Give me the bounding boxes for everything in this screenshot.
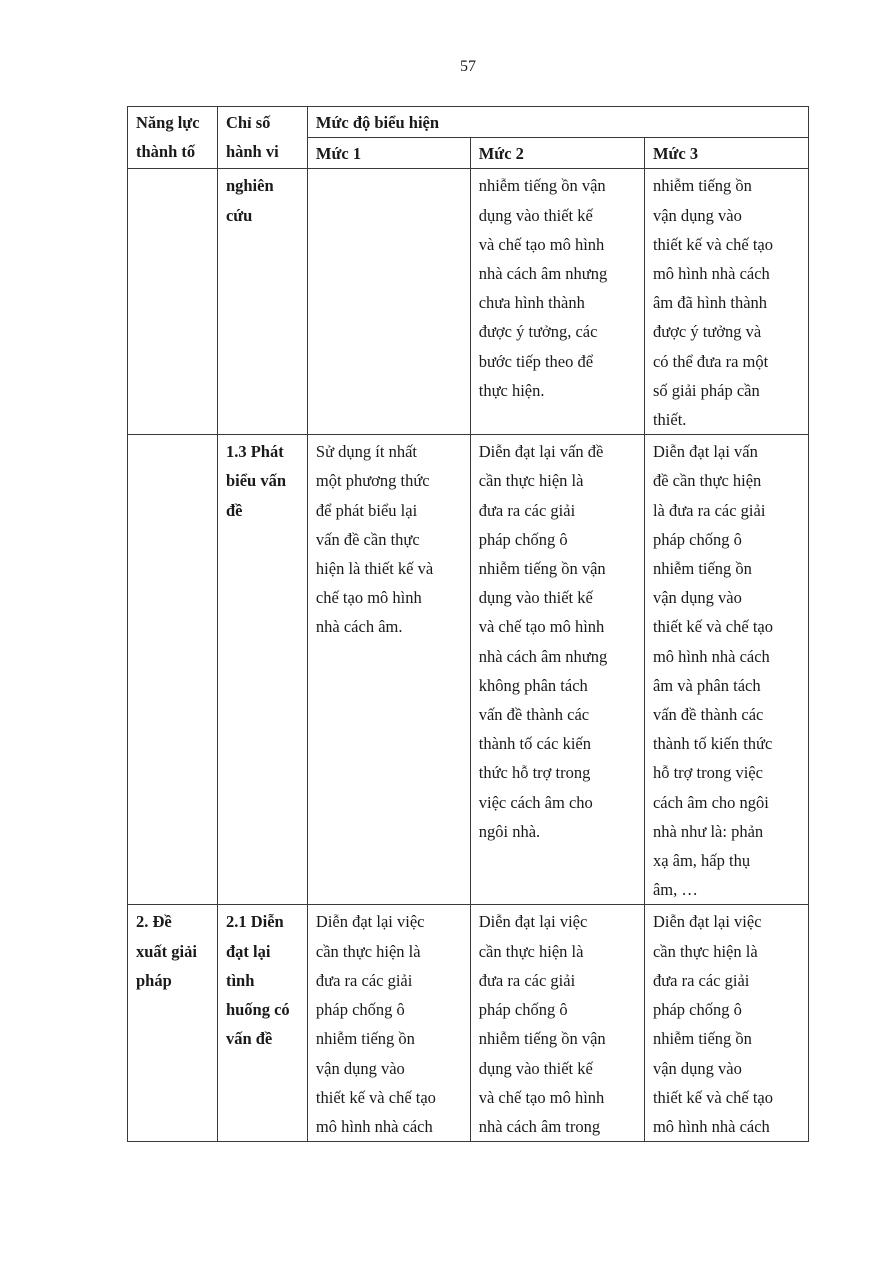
cell-competency: [128, 169, 218, 435]
cell-indicator: nghiên cứu: [217, 169, 307, 435]
cell-level-3: nhiễm tiếng ồn vận dụng vào thiết kế và chế tạo mô hình nhà cách âm đã hình thành được ý tưởng và có thể đưa ra một số giải pháp cần thiết.: [644, 169, 808, 435]
header-level-1: Mức 1: [307, 138, 470, 169]
cell-competency: 2. Đề xuất giải pháp: [128, 905, 218, 1142]
table-row: [128, 169, 809, 435]
table-row: [128, 905, 809, 1142]
cell-indicator: 1.3 Phát biểu vấn đề: [217, 435, 307, 905]
header-competency: Năng lực thành tố: [128, 107, 218, 169]
table-header-row-1: [128, 107, 809, 138]
page-number: 57: [460, 58, 476, 75]
competency-table: [127, 106, 809, 1142]
cell-level-2: nhiễm tiếng ồn vận dụng vào thiết kế và chế tạo mô hình nhà cách âm nhưng chưa hình thành được ý tưởng, các bước tiếp theo để thực hiện.: [470, 169, 644, 435]
header-indicator: Chỉ số hành vi: [217, 107, 307, 169]
cell-level-1: [307, 169, 470, 435]
table-row: [128, 435, 809, 905]
cell-level-1: Sử dụng ít nhất một phương thức để phát biểu lại vấn đề cần thực hiện là thiết kế và chế tạo mô hình nhà cách âm.: [307, 435, 470, 905]
header-level-2: Mức 2: [470, 138, 644, 169]
cell-indicator: 2.1 Diễn đạt lại tình huống có vấn đề: [217, 905, 307, 1142]
cell-level-2: Diễn đạt lại vấn đề cần thực hiện là đưa ra các giải pháp chống ô nhiễm tiếng ồn vận dụng vào thiết kế và chế tạo mô hình nhà cách âm nhưng không phân tách vấn đề thành các thành tố các kiến thức hỗ trợ trong việc cách âm cho ngôi nhà.: [470, 435, 644, 905]
cell-competency: [128, 435, 218, 905]
cell-level-3: Diễn đạt lại vấn đề cần thực hiện là đưa ra các giải pháp chống ô nhiễm tiếng ồn vận dụng vào thiết kế và chế tạo mô hình nhà cách âm và phân tách vấn đề thành các thành tố kiến thức hỗ trợ trong việc cách âm cho ngôi nhà như là: phản xạ âm, hấp thụ âm, …: [644, 435, 808, 905]
cell-level-1: Diễn đạt lại việc cần thực hiện là đưa ra các giải pháp chống ô nhiễm tiếng ồn vận dụng vào thiết kế và chế tạo mô hình nhà cách: [307, 905, 470, 1142]
cell-level-2: Diễn đạt lại việc cần thực hiện là đưa ra các giải pháp chống ô nhiễm tiếng ồn vận dụng vào thiết kế và chế tạo mô hình nhà cách âm trong: [470, 905, 644, 1142]
header-level-3: Mức 3: [644, 138, 808, 169]
cell-level-3: Diễn đạt lại việc cần thực hiện là đưa ra các giải pháp chống ô nhiễm tiếng ồn vận dụng vào thiết kế và chế tạo mô hình nhà cách: [644, 905, 808, 1142]
header-expression-level: Mức độ biểu hiện: [307, 107, 808, 138]
